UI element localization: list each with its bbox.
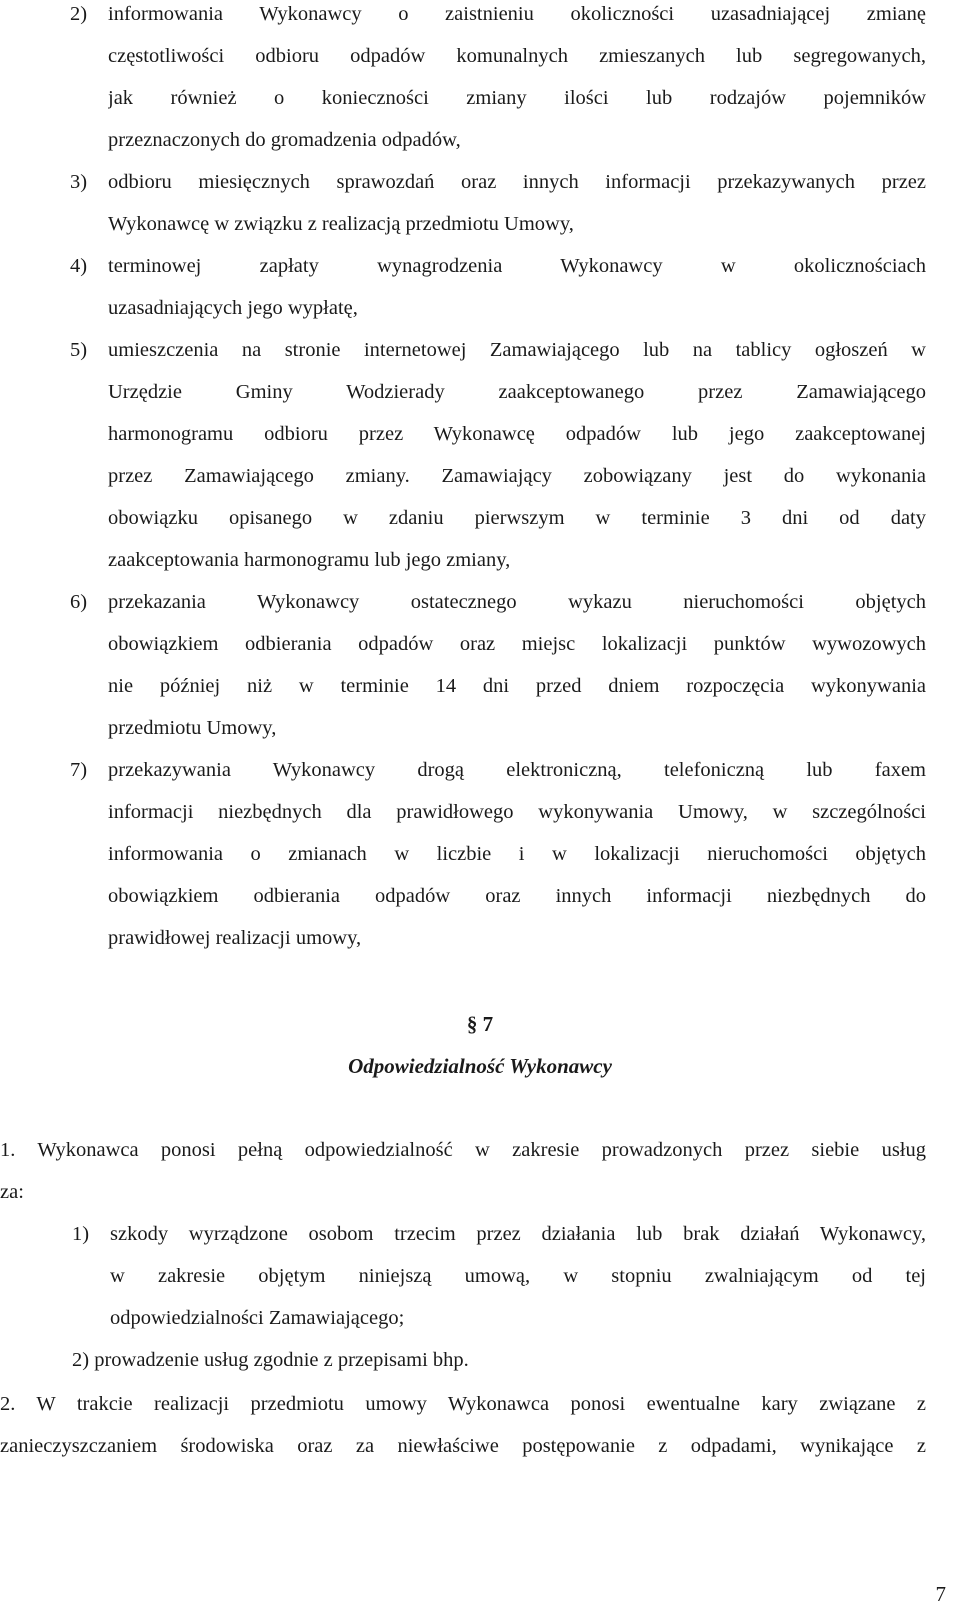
list-item-line: przeznaczonych do gromadzenia odpadów, xyxy=(108,129,461,151)
list-item-line: odpowiedzialności Zamawiającego; xyxy=(110,1307,405,1329)
list-item-line: obowiązkiem odbierania odpadów oraz miejsc lokalizacji punktów wywozowych xyxy=(108,633,926,655)
list-number: 2) xyxy=(70,3,88,25)
list-item-line: obowiązkiem odbierania odpadów oraz innych informacji niezbędnych do xyxy=(108,885,926,907)
list-item-line: przedmiotu Umowy, xyxy=(108,717,277,739)
list-item-line: prawidłowej realizacji umowy, xyxy=(108,927,362,949)
list-item-line: częstotliwości odbioru odpadów komunalnych zmieszanych lub segregowanych, xyxy=(108,45,926,67)
list-item-line: w zakresie objętym niniejszą umową, w stopniu zwalniającym od tej xyxy=(110,1265,926,1287)
list-item-line: uzasadniających jego wypłatę, xyxy=(108,297,358,319)
section-title: Odpowiedzialność Wykonawcy xyxy=(348,1054,612,1078)
list-item-line: szkody wyrządzone osobom trzecim przez działania lub brak działań Wykonawcy, xyxy=(110,1223,926,1245)
list-item-line: przez Zamawiającego zmiany. Zamawiający zobowiązany jest do wykonania xyxy=(108,465,926,487)
list-item-line: 2) prowadzenie usług zgodnie z przepisami bhp. xyxy=(72,1349,469,1371)
list-item-line: zaakceptowania harmonogramu lub jego zmiany, xyxy=(108,549,511,571)
list-item-line: informowania o zmianach w liczbie i w lokalizacji nieruchomości objętych xyxy=(108,843,926,865)
paragraph-line: 2. W trakcie realizacji przedmiotu umowy Wykonawca ponosi ewentualne kary związane z xyxy=(0,1393,926,1415)
list-number: 4) xyxy=(70,255,88,277)
section-number: § 7 xyxy=(466,1012,494,1036)
list-item-line: odbioru miesięcznych sprawozdań oraz innych informacji przekazywanych przez xyxy=(108,171,926,193)
paragraph-line: zanieczyszczaniem środowiska oraz za niewłaściwe postępowanie z odpadami, wynikające z xyxy=(0,1435,926,1457)
list-item-line: informacji niezbędnych dla prawidłowego wykonywania Umowy, w szczególności xyxy=(108,801,926,823)
list-number: 7) xyxy=(70,759,88,781)
list-item-line: Wykonawcę w związku z realizacją przedmiotu Umowy, xyxy=(108,213,574,235)
list-number: 3) xyxy=(70,171,88,193)
list-number: 1) xyxy=(72,1223,90,1245)
list-number: 6) xyxy=(70,591,88,613)
list-item-line: jak również o konieczności zmiany ilości lub rodzajów pojemników xyxy=(108,87,926,109)
page-number: 7 xyxy=(935,1582,946,1606)
list-item-line: nie później niż w terminie 14 dni przed dniem rozpoczęcia wykonywania xyxy=(108,675,926,697)
paragraph-line: 1. Wykonawca ponosi pełną odpowiedzialność w zakresie prowadzonych przez siebie usług xyxy=(0,1139,926,1161)
list-item-line: Urzędzie Gminy Wodzierady zaakceptowanego przez Zamawiającego xyxy=(108,381,926,403)
list-item-line: umieszczenia na stronie internetowej Zamawiającego lub na tablicy ogłoszeń w xyxy=(108,339,926,361)
list-item-line: przekazania Wykonawcy ostatecznego wykazu nieruchomości objętych xyxy=(108,591,926,613)
list-item-line: harmonogramu odbioru przez Wykonawcę odpadów lub jego zaakceptowanej xyxy=(108,423,926,445)
list-item-line: terminowej zapłaty wynagrodzenia Wykonawcy w okolicznościach xyxy=(108,255,926,277)
list-number: 5) xyxy=(70,339,88,361)
list-item-line: przekazywania Wykonawcy drogą elektroniczną, telefoniczną lub faxem xyxy=(108,759,926,781)
paragraph-line: za: xyxy=(0,1181,24,1203)
list-item-line: informowania Wykonawcy o zaistnieniu okoliczności uzasadniającej zmianę xyxy=(108,3,926,25)
list-item-line: obowiązku opisanego w zdaniu pierwszym w terminie 3 dni od daty xyxy=(108,507,926,529)
